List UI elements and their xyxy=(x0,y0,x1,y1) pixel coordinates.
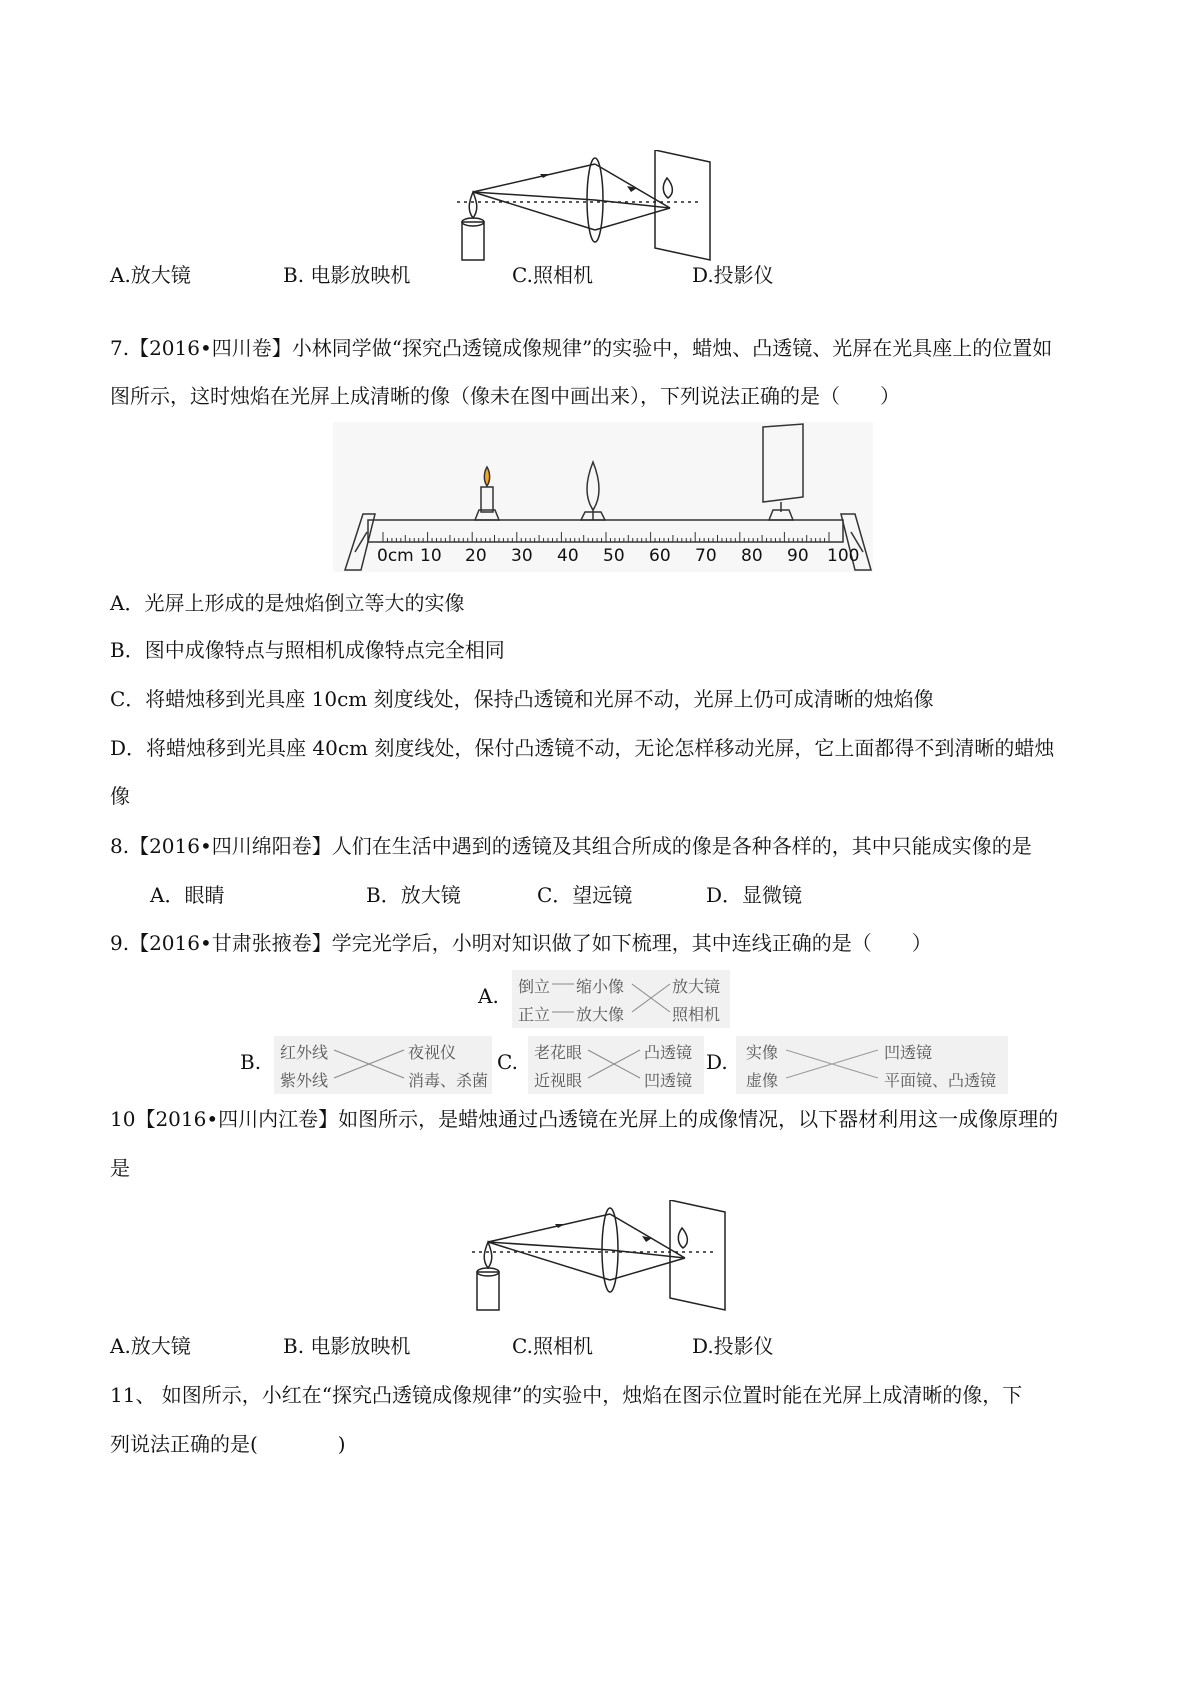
q9-b-right-1: 消毒、杀菌 xyxy=(408,1071,489,1090)
scale-label-30: 30 xyxy=(511,546,533,566)
q9-a-mid-0: 缩小像 xyxy=(576,977,625,996)
scale-labels xyxy=(333,422,873,572)
scale-label-60: 60 xyxy=(649,546,671,566)
q9-option-d-label: D. xyxy=(706,1050,728,1074)
q9-a-mid-1: 放大像 xyxy=(576,1005,625,1024)
q9-option-a-box xyxy=(512,970,730,1028)
q9-b-left-0: 红外线 xyxy=(280,1043,329,1062)
scale-label-70: 70 xyxy=(695,546,717,566)
lens-ray-diagram-bottom xyxy=(470,1200,740,1320)
q9-c-right-0: 凸透镜 xyxy=(644,1043,693,1062)
q9-a-left-1: 正立 xyxy=(518,1005,551,1024)
q8-stem: 8.【2016•四川绵阳卷】人们在生活中遇到的透镜及其组合所成的像是各种各样的，其中只能成实像的是 xyxy=(110,834,1032,858)
q9-d-left-0: 实像 xyxy=(746,1043,779,1062)
scale-label-10: 10 xyxy=(420,546,442,566)
q8-option-a: A．眼睛 xyxy=(150,883,225,907)
q9-a-left-0: 倒立 xyxy=(518,977,551,996)
q10-option-d: D.投影仪 xyxy=(692,1334,774,1358)
q7-option-a: A．光屏上形成的是烛焰倒立等大的实像 xyxy=(110,591,465,615)
q9-c-right-1: 凹透镜 xyxy=(644,1071,693,1090)
q7-stem-line2: 图所示，这时烛焰在光屏上成清晰的像（像未在图中画出来），下列说法正确的是（ ） xyxy=(110,384,900,408)
q8-option-c: C．望远镜 xyxy=(537,883,633,907)
scale-label-40: 40 xyxy=(557,546,579,566)
q9-c-lines xyxy=(528,1036,704,1094)
q10-stem-line2: 是 xyxy=(110,1156,130,1180)
lens-ray-diagram-top xyxy=(455,150,725,270)
q9-a-lines xyxy=(512,970,730,1028)
q9-c-left-0: 老花眼 xyxy=(534,1043,583,1062)
q10-option-c: C.照相机 xyxy=(512,1334,593,1358)
q9-c-left-1: 近视眼 xyxy=(534,1071,583,1090)
q6-option-b: B. 电影放映机 xyxy=(283,263,411,287)
q9-b-left-1: 紫外线 xyxy=(280,1071,329,1090)
q6-option-d: D.投影仪 xyxy=(692,263,774,287)
q9-option-b-label: B. xyxy=(240,1050,262,1074)
q9-a-right-1: 照相机 xyxy=(672,1005,721,1024)
q9-option-c-label: C. xyxy=(497,1050,518,1074)
q9-a-right-0: 放大镜 xyxy=(672,977,721,996)
q9-option-c-box xyxy=(528,1036,704,1094)
q6-option-c: C.照相机 xyxy=(512,263,593,287)
scale-label-100: 100 xyxy=(827,546,860,566)
q9-b-right-0: 夜视仪 xyxy=(408,1043,457,1062)
q9-d-right-1: 平面镜、凸透镜 xyxy=(884,1071,997,1090)
q9-option-a-label: A. xyxy=(478,984,499,1008)
q7-option-d: D．将蜡烛移到光具座 40cm 刻度线处，保付凸透镜不动，无论怎样移动光屏，它上面都得不到清晰的蜡烛 xyxy=(110,736,1055,760)
q8-option-d: D．显微镜 xyxy=(706,883,803,907)
scale-label-0: 0cm xyxy=(377,546,414,566)
q9-d-right-0: 凹透镜 xyxy=(884,1043,933,1062)
scale-label-90: 90 xyxy=(787,546,809,566)
q7-option-d-cont: 像 xyxy=(110,784,130,808)
q11-stem-line2: 列说法正确的是( ) xyxy=(110,1432,346,1456)
q10-stem-line1: 10【2016•四川内江卷】如图所示，是蜡烛通过凸透镜在光屏上的成像情况，以下器材利用这一成像原理的 xyxy=(110,1107,1059,1131)
q8-option-b: B．放大镜 xyxy=(366,883,461,907)
q9-option-b-box xyxy=(274,1036,492,1094)
q7-option-c: C．将蜡烛移到光具座 10cm 刻度线处，保持凸透镜和光屏不动，光屏上仍可成清晰的烛焰像 xyxy=(110,687,934,711)
scale-label-20: 20 xyxy=(465,546,487,566)
q7-option-b: B．图中成像特点与照相机成像特点完全相同 xyxy=(110,638,505,662)
scale-label-80: 80 xyxy=(741,546,763,566)
q10-option-a: A.放大镜 xyxy=(110,1334,191,1358)
q10-option-b: B. 电影放映机 xyxy=(283,1334,411,1358)
q7-stem-line1: 7.【2016•四川卷】小林同学做“探究凸透镜成像规律”的实验中，蜡烛、凸透镜、光屏在光具座上的位置如 xyxy=(110,336,1053,360)
q9-b-lines xyxy=(274,1036,492,1094)
q9-d-lines xyxy=(736,1036,1008,1094)
q9-stem: 9.【2016•甘肃张掖卷】学完光学后，小明对知识做了如下梳理，其中连线正确的是（ ） xyxy=(110,931,932,955)
scale-label-50: 50 xyxy=(603,546,625,566)
q9-option-d-box xyxy=(736,1036,1008,1094)
q11-stem-line1: 11、 如图所示，小红在“探究凸透镜成像规律”的实验中，烛焰在图示位置时能在光屏上成清晰的像，下 xyxy=(110,1383,1023,1407)
q9-d-left-1: 虚像 xyxy=(746,1071,779,1090)
q6-option-a: A.放大镜 xyxy=(110,263,191,287)
